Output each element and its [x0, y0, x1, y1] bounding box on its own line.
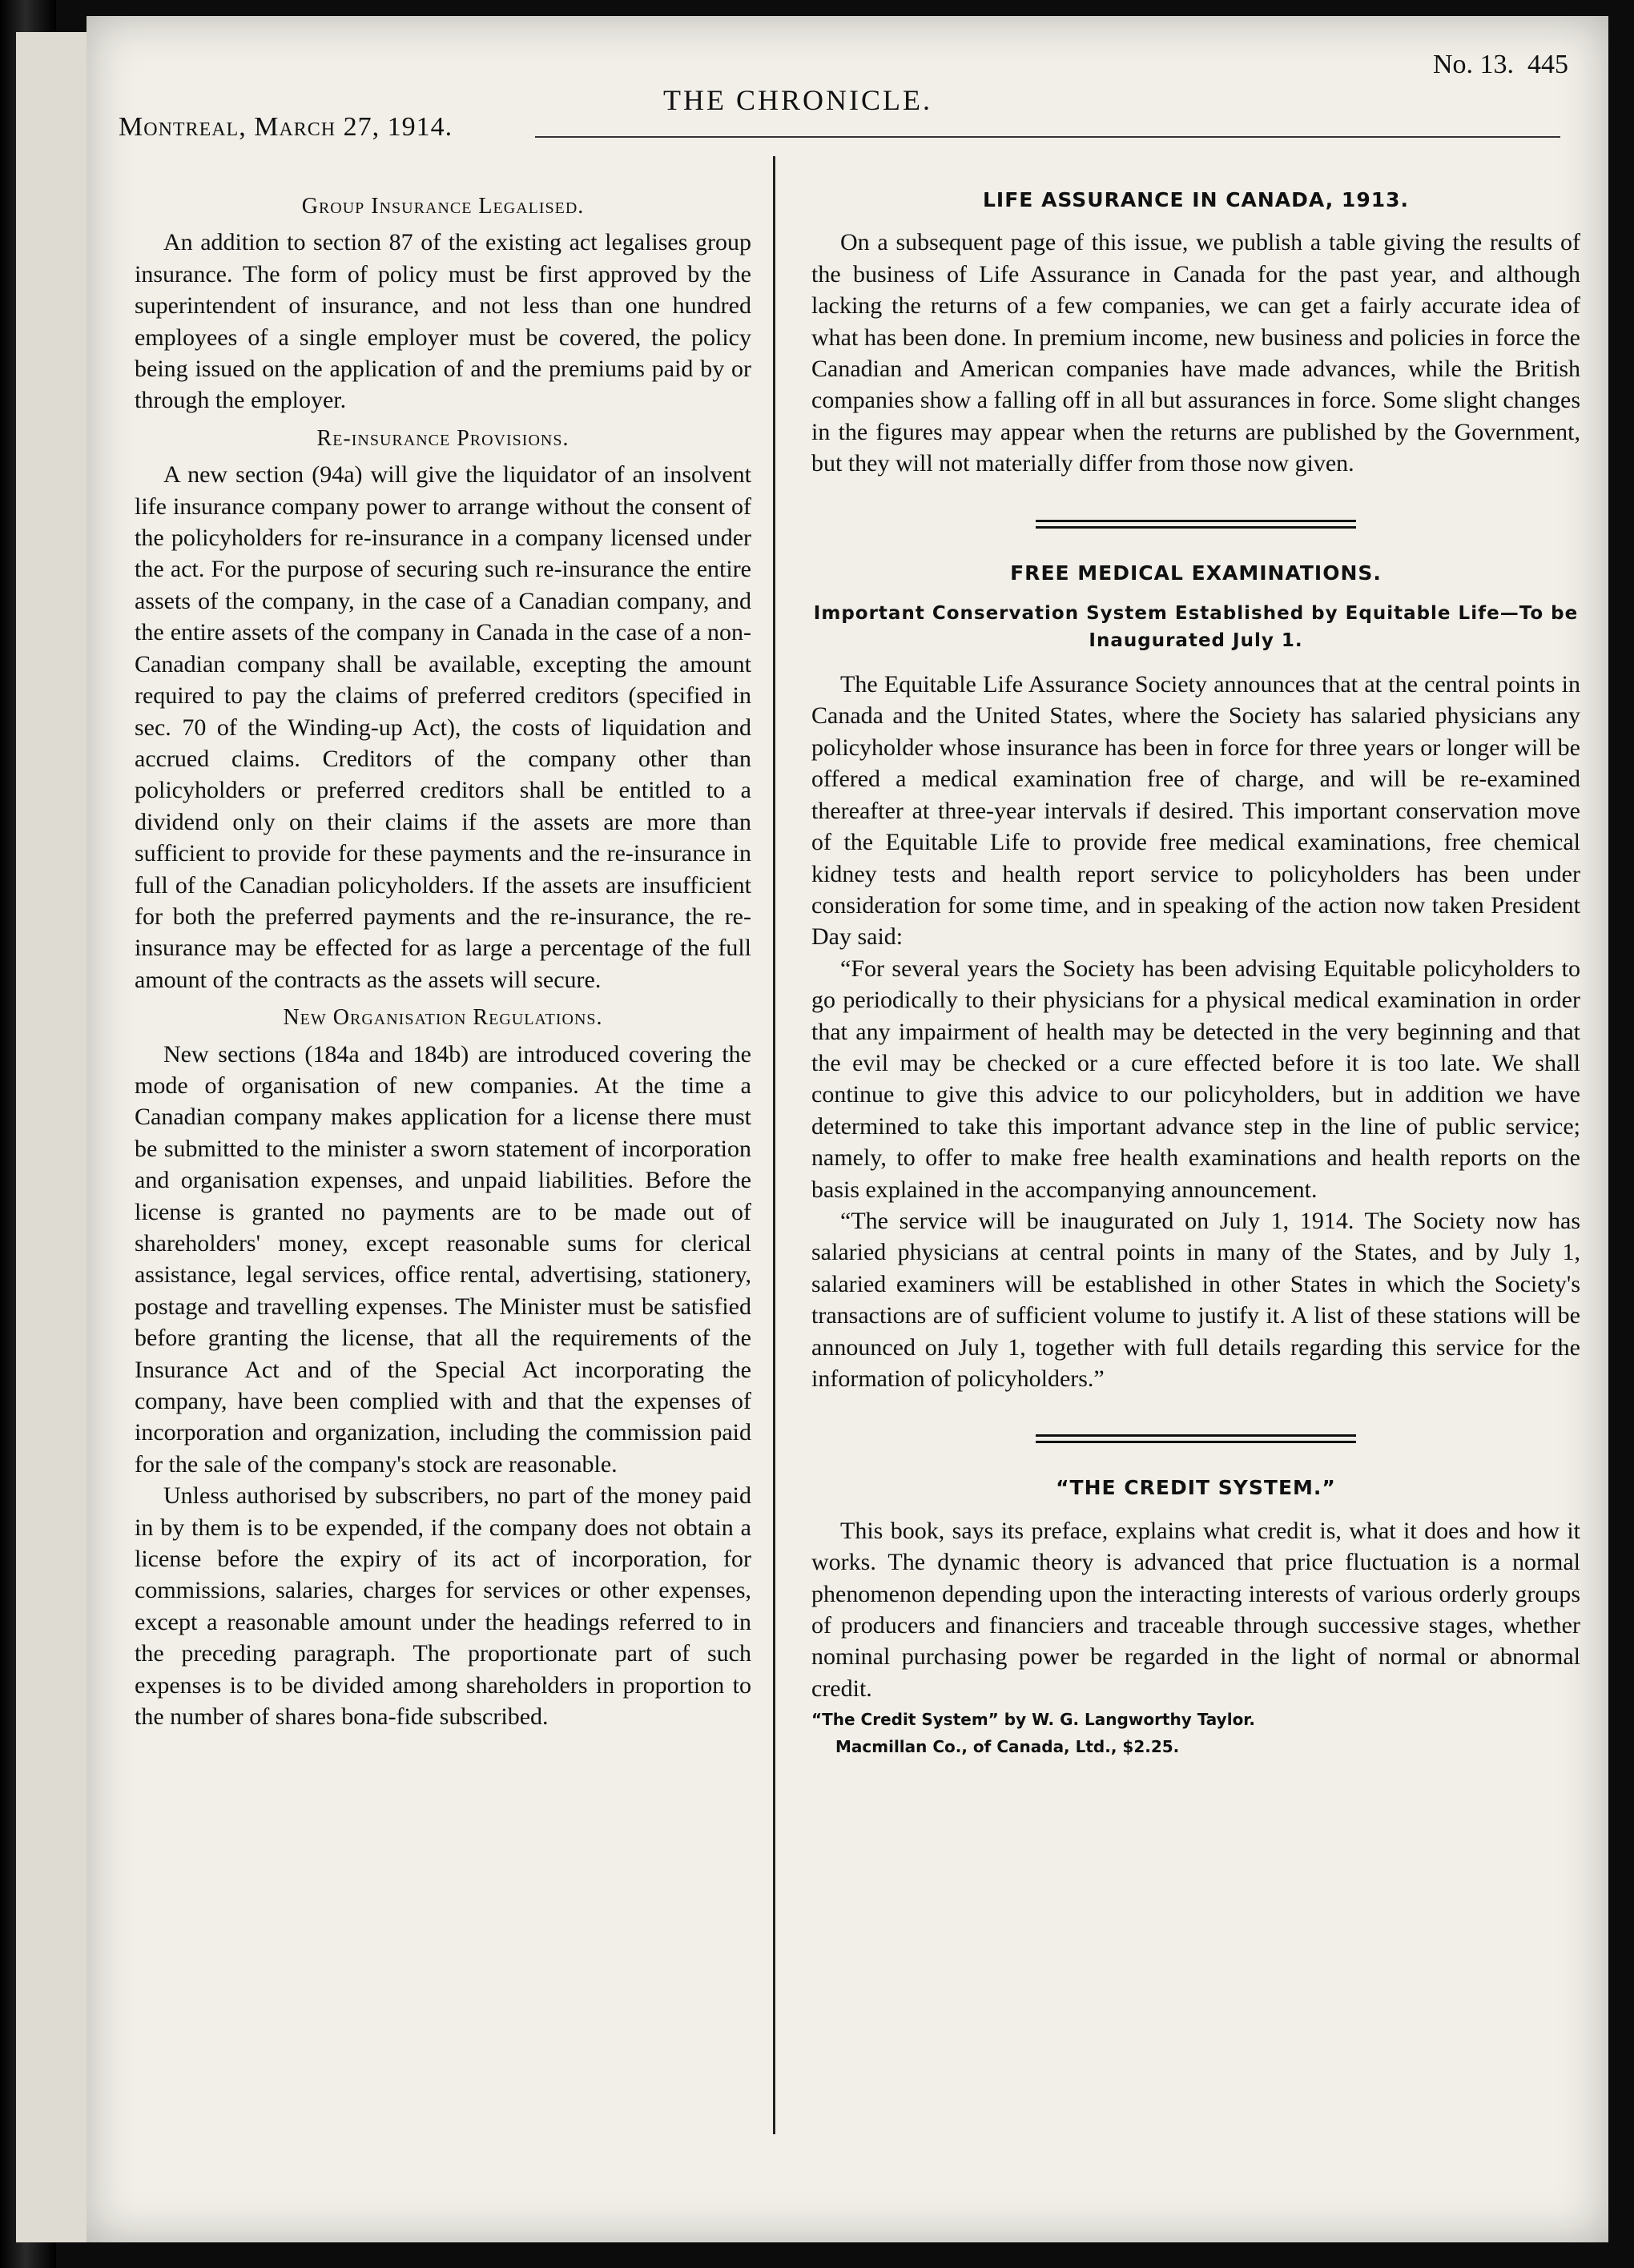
- section-divider: [1036, 1434, 1356, 1443]
- scanned-page: [87, 16, 1608, 2242]
- issue-number: No. 13.: [1432, 50, 1514, 79]
- left-column: [135, 184, 751, 1733]
- heading-credit-system: “THE CREDIT SYSTEM.”: [1056, 1476, 1336, 1500]
- page-number: 445: [1527, 50, 1568, 79]
- paragraph-credit-system: This book, says its preface, explains what credit is, what it does and how it works. The dynamic theory is advanced that price fluctuation is a normal phenomenon depending upon the interacting interests of various orderly groups of producers and financiers and traceable through successive stages, whether nominal purchasing power be regarded in the light of normal or abnormal credit.: [811, 1517, 1580, 1702]
- paragraph-service-inaugurated: “The service will be inaugurated on July 1, 1914. The Society now has salaried physicians at central points in many of the States, and by July 1, salaried examiners will be established in other States in which the Society's transactions are of sufficient volume to justify it. A list of these stations will be announced on July 1, together with full details regarding this service for the information of policyholders.”: [811, 1207, 1580, 1392]
- paragraph-life-assurance: On a subsequent page of this issue, we publish a table giving the results of the business of Life Assurance in Canada for the past year, and although lacking the returns of a few companies, we can get a fairly accurate idea of what has been done. In premium income, new business and policies in force the Canadian and American companies have made advances, while the British companies show a falling off in all but assurances in force. Some slight changes in the figures may appear when the returns are published by the Government, but they will not materially differ from those now given.: [811, 229, 1580, 477]
- heading-organisation: New Organisation Regulations.: [283, 1005, 603, 1031]
- paragraph-reinsurance: A new section (94a) will give the liquidator of an insolvent life insurance company power to arrange without the consent of the policyholders for re-insurance in a company licensed under the act. For the purpose of securing such re-insurance the entire assets of the company, in the case of a Canadian company, and the entire assets of the company in Canada in the case of a non-Canadian company shall be available, excepting the amount required to pay the claims of preferred creditors (specified in sec. 70 of the Winding-up Act), the costs of liquidation and accrued claims. Creditors of the company other than policyholders or preferred creditors shall be entitled to a dividend only on their claims if the assets are more than sufficient to provide for these payments and the re-insurance in full of the Canadian policyholders. If the assets are insufficient for both the preferred payments and the re-insurance, the re-insurance may be effected for as large a percentage of the full amount of the contracts as the assets will secure.: [135, 461, 751, 993]
- paragraph-equitable: The Equitable Life Assurance Society announces that at the central points in Canada and the United States, where the Society has salaried physicians any policyholder whose insurance has been in force for three years or longer will be offered a medical examination free of charge, and will be re-examined thereafter at three-year intervals if desired. This important conservation move of the Equitable Life to provide free medical examinations, free chemical kidney tests and health report service to policyholders has been under consideration for some time, and in speaking of the action now taken President Day said:: [811, 671, 1580, 951]
- paragraph-group-insurance: An addition to section 87 of the existing act legalises group insurance. The form of policy must be first approved by the superintendent of insurance, and not less than one hundred employees of a single employer must be covered, the policy being issued on the application of and the premiums paid by or through the employer.: [135, 229, 751, 414]
- section-divider: [1036, 520, 1356, 529]
- heading-life-assurance: LIFE ASSURANCE IN CANADA, 1913.: [982, 188, 1409, 211]
- page-header: [87, 16, 1608, 156]
- book-citation-publisher: Macmillan Co., of Canada, Ltd., $2.25.: [835, 1737, 1180, 1757]
- paragraph-president-quote: “For several years the Society has been advising Equitable policyholders to go periodically to their physicians for a physical medical examination in order that any impairment of health may be detected in the very beginning and that the evil may be checked or a cure effected before it is too late. We shall continue to give this advice to our policyholders, but in addition we have determined to take this important advance step in the line of public service; namely, to offer to make free health examinations and health reports on the basis explained in the accompanying announcement.: [811, 955, 1580, 1203]
- header-rule: [535, 136, 1560, 138]
- book-citation-title: “The Credit System” by W. G. Langworthy Taylor.: [811, 1710, 1255, 1730]
- issue-and-page-number: [1433, 50, 1568, 80]
- publication-title: THE CHRONICLE.: [663, 84, 932, 116]
- column-divider: [773, 156, 775, 2134]
- right-column: [811, 184, 1580, 1759]
- paragraph-organisation: New sections (184a and 184b) are introduced covering the mode of organisation of new companies. At the time a Canadian company makes application for a license there must be submitted to the minister a sworn statement of incorporation and organisation expenses, and unpaid liabilities. Before the license is granted no payments are to be made out of shareholders' money, except reasonable sums for clerical assistance, legal services, office rental, advertising, stationery, postage and travelling expenses. The Minister must be satisfied before granting the license, that all the requirements of the Insurance Act and of the Special Act incorporating the company, have been complied with and that the expenses of incorporation and organization, including the commission paid for the sale of the company's stock are reasonable.: [135, 1040, 751, 1478]
- header-date: Montreal, March 27, 1914.: [119, 112, 453, 142]
- subheading-free-medical: Important Conservation System Established by Equitable Life—To be Inaugurated July 1.: [813, 603, 1579, 652]
- heading-free-medical: FREE MEDICAL EXAMINATIONS.: [1010, 561, 1382, 585]
- heading-reinsurance: Re-insurance Provisions.: [316, 425, 569, 451]
- paragraph-subscribers: Unless authorised by subscribers, no part of the money paid in by them is to be expended, if the company does not obtain a license before the expiry of its act of incorporation, for commissions, salaries, charges for services or other expenses, except a reasonable amount under the headings referred to in the preceding paragraph. The proportionate part of such expenses is to be divided among shareholders in proportion to the number of shares bona-fide subscribed.: [135, 1482, 751, 1731]
- heading-group-insurance: Group Insurance Legalised.: [301, 194, 585, 219]
